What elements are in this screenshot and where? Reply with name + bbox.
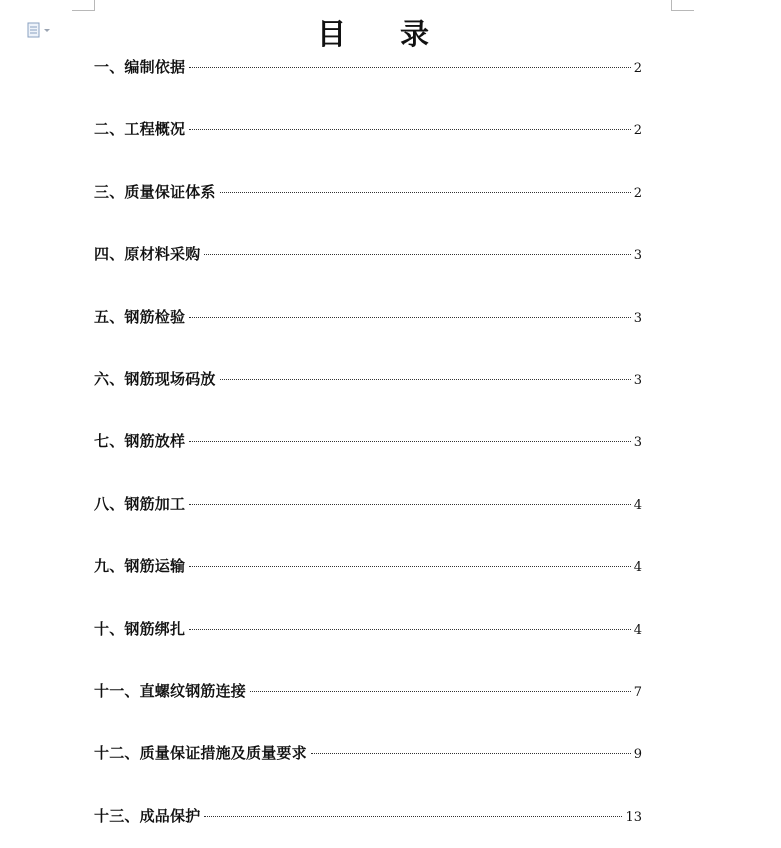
toc-entry-label: 十二、质量保证措施及质量要求	[94, 744, 307, 763]
toc-entry-label: 十一、直螺纹钢筋连接	[94, 681, 247, 700]
toc-entry-page: 2	[633, 123, 642, 139]
toc-dot-leader	[204, 816, 622, 817]
toc-entry[interactable]	[94, 267, 642, 329]
toc-dot-leader	[189, 317, 631, 318]
toc-entry[interactable]	[94, 56, 642, 80]
page-corner-mark-right	[671, 0, 694, 11]
toc-entry-label: 十三、成品保护	[94, 806, 201, 825]
toc-entry[interactable]	[94, 330, 642, 392]
toc-entry-label: 一、编制依据	[94, 58, 186, 76]
toc-entry[interactable]	[94, 766, 642, 828]
toc-entry-page: 9	[633, 747, 642, 763]
page-corner-mark-left	[72, 0, 95, 11]
toc-dot-leader	[311, 753, 631, 754]
toc-entry[interactable]	[94, 454, 642, 516]
toc-dot-leader	[189, 129, 631, 130]
toc-entry-label: 八、钢筋加工	[94, 494, 186, 513]
toc-entry[interactable]	[94, 142, 642, 204]
toc-dot-leader	[220, 379, 631, 380]
toc-entry[interactable]	[94, 642, 642, 704]
toc-entry[interactable]	[94, 517, 642, 579]
toc-entry-label: 十、钢筋绑扎	[94, 619, 186, 638]
toc-entry-page: 4	[633, 622, 642, 638]
toc-dot-leader	[189, 67, 631, 68]
toc-entry-page: 3	[633, 372, 642, 388]
toc-entry[interactable]	[94, 579, 642, 641]
toc-dot-leader	[204, 254, 630, 255]
toc-entry-label: 四、原材料采购	[94, 245, 201, 264]
toc-entry-label: 九、钢筋运输	[94, 557, 186, 576]
toc-entry-page: 7	[633, 684, 642, 700]
toc-entry-page: 4	[633, 497, 642, 513]
toc-entry-page: 4	[633, 560, 642, 576]
toc-entry-label: 二、工程概况	[94, 120, 186, 139]
toc-entry-page: 3	[633, 435, 642, 451]
toc-dot-leader	[189, 504, 631, 505]
toc-dot-leader	[250, 691, 631, 692]
toc-dot-leader	[220, 192, 631, 193]
toc-entry-label: 七、钢筋放样	[94, 432, 186, 451]
toc-entry-page: 13	[625, 809, 642, 825]
toc-entry[interactable]	[94, 80, 642, 142]
toc-dot-leader	[189, 566, 631, 567]
toc-dot-leader	[189, 441, 631, 442]
toc-entry[interactable]	[94, 392, 642, 454]
table-of-contents	[94, 56, 642, 829]
toc-entry-page: 3	[633, 310, 642, 326]
toc-entry-page: 2	[633, 185, 642, 201]
toc-entry[interactable]	[94, 205, 642, 267]
toc-dot-leader	[189, 629, 631, 630]
toc-entry-label: 五、钢筋检验	[94, 307, 186, 326]
toc-entry[interactable]	[94, 704, 642, 766]
toc-title: 目 录	[316, 17, 452, 51]
toc-entry-label: 三、质量保证体系	[94, 182, 216, 201]
toc-entry-page: 3	[633, 248, 642, 264]
toc-entry-label: 六、钢筋现场码放	[94, 369, 216, 388]
toc-entry-page: 2	[633, 61, 642, 76]
